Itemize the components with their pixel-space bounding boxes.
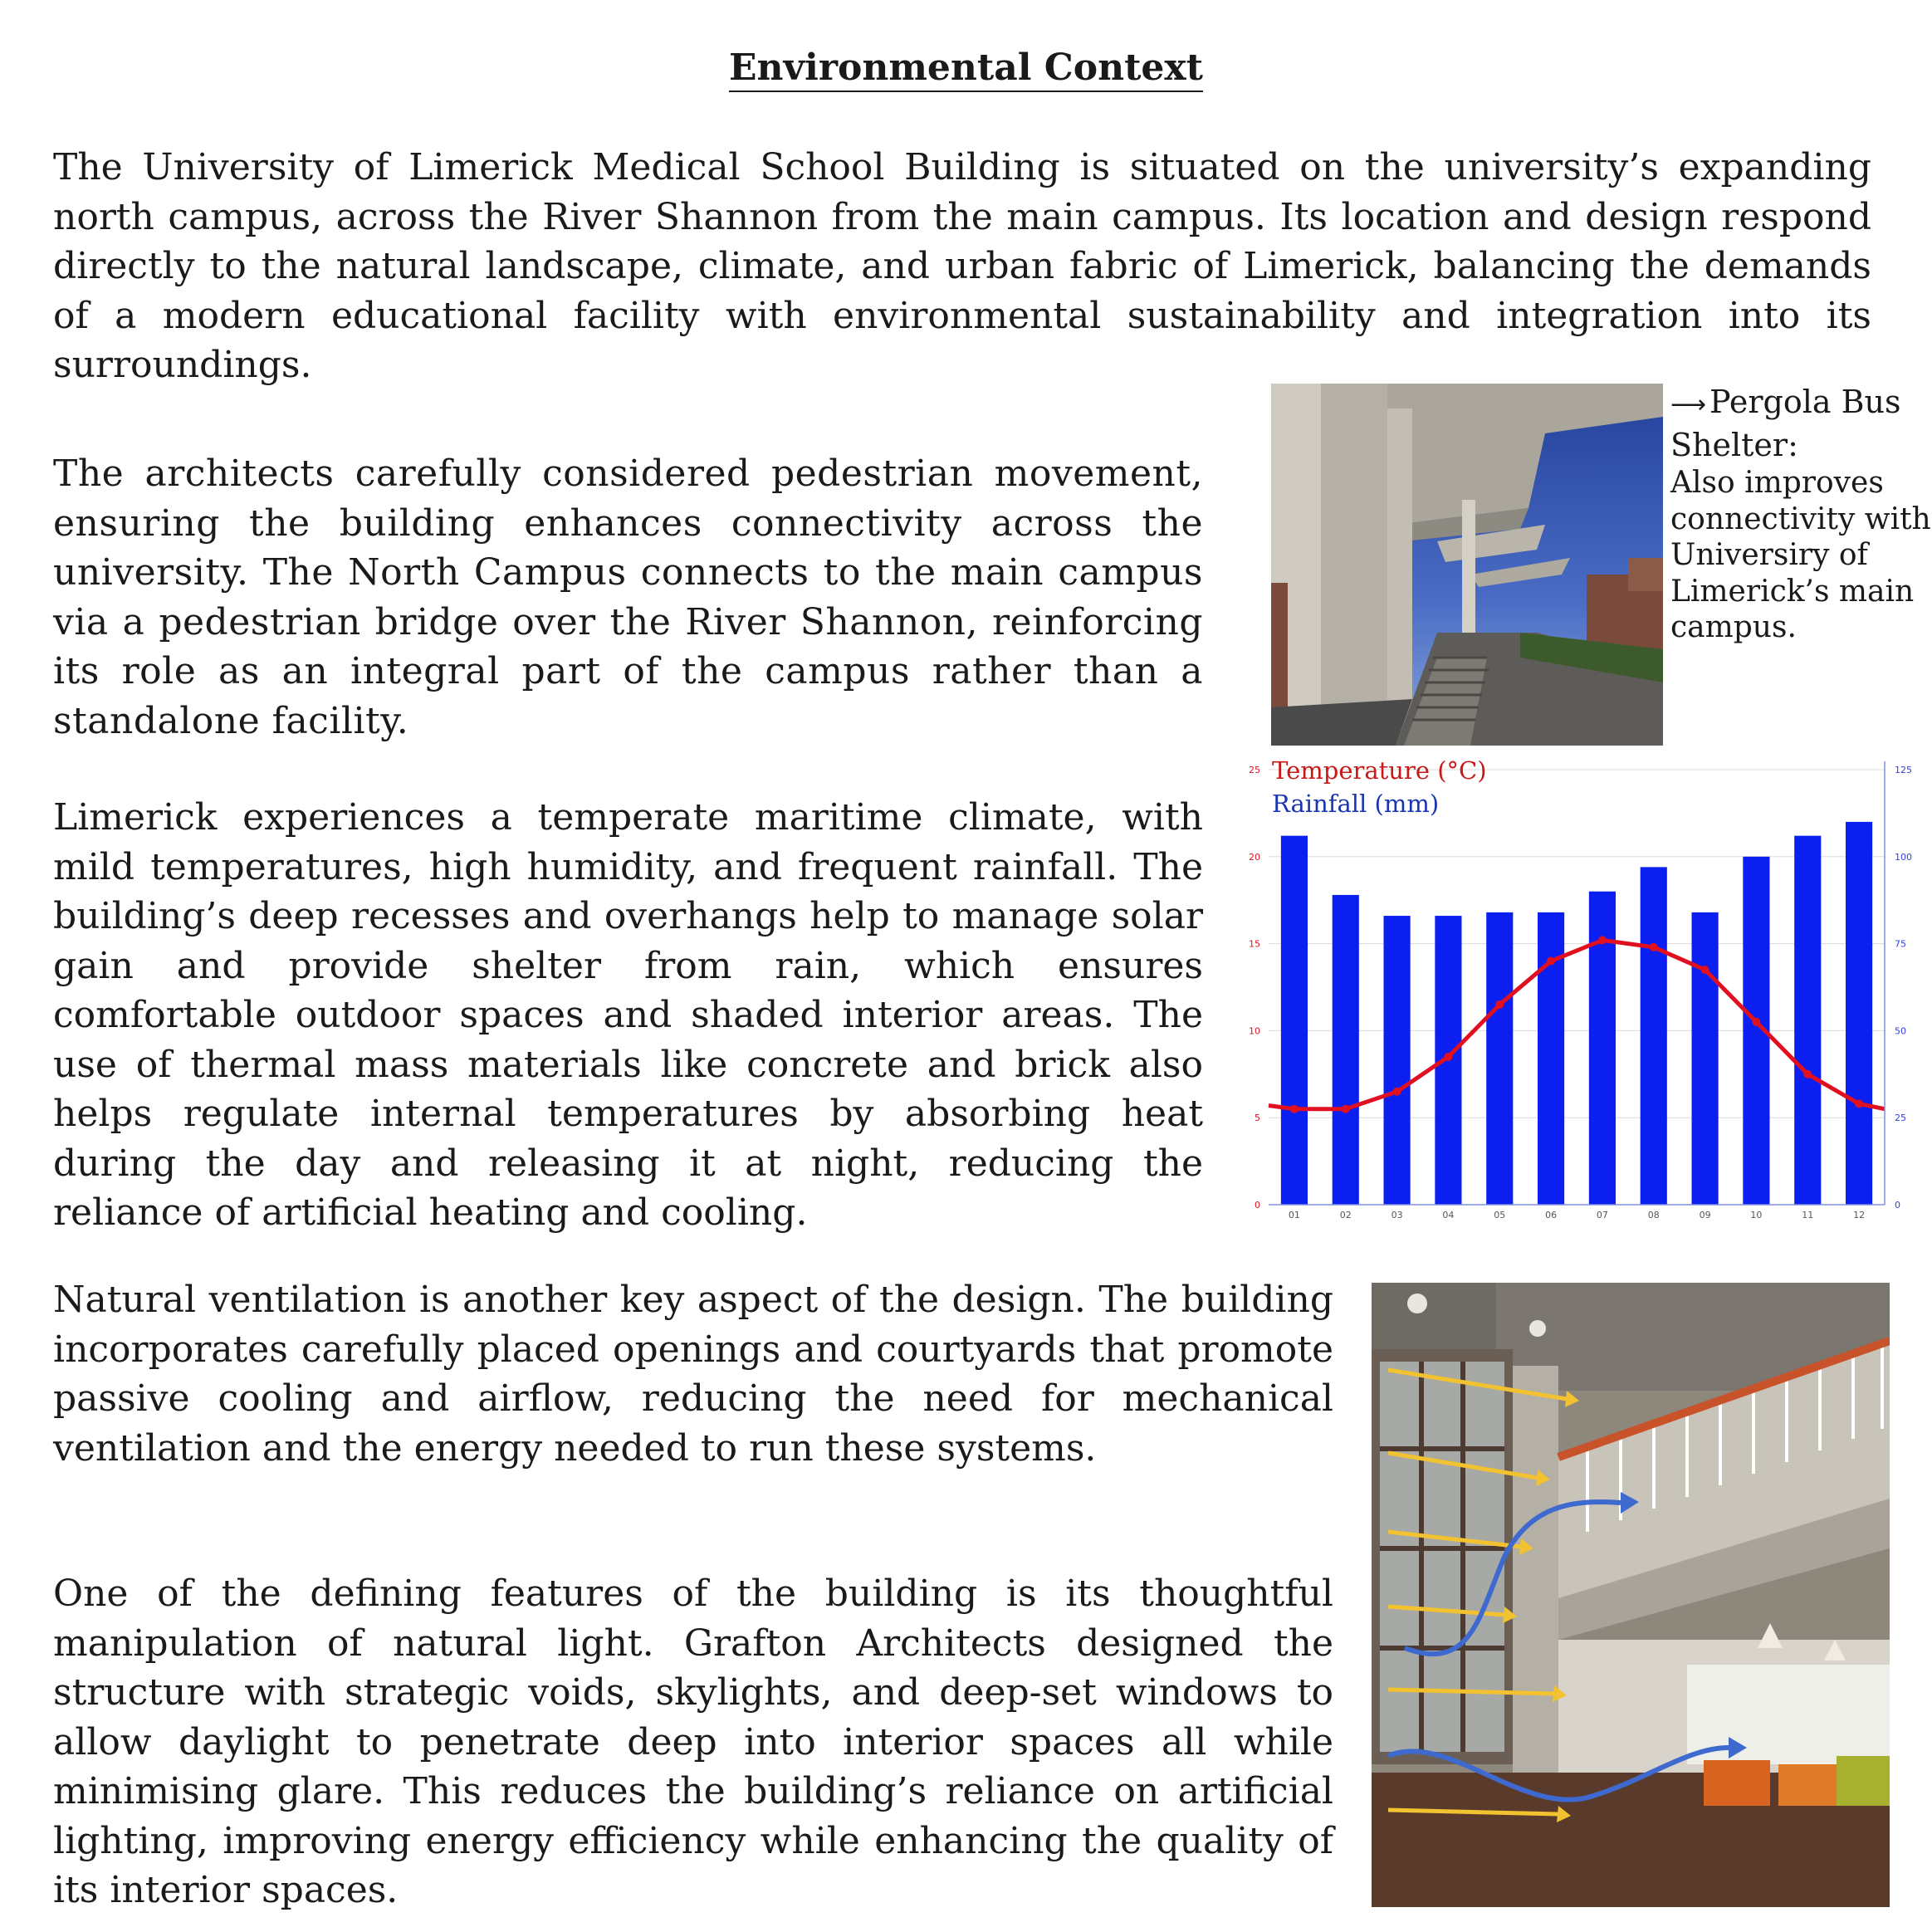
rainfall-bar xyxy=(1281,836,1308,1205)
caption-body: Also improves connectivity with Universiry of Limerick’s main campus. xyxy=(1670,466,1931,644)
legend-temperature: Temperature (°C) xyxy=(1272,756,1487,785)
x-tick-label: 09 xyxy=(1699,1210,1711,1220)
y-right-tick-label: 125 xyxy=(1895,765,1912,775)
right-arrow-icon: ⟶ xyxy=(1670,390,1707,419)
rainfall-bar xyxy=(1641,867,1667,1205)
y-left-tick-label: 10 xyxy=(1249,1025,1260,1037)
x-tick-label: 06 xyxy=(1545,1210,1558,1220)
temperature-point xyxy=(1855,1099,1863,1108)
y-left-tick-label: 25 xyxy=(1249,765,1260,775)
x-tick-label: 05 xyxy=(1494,1210,1506,1220)
y-right-tick-label: 100 xyxy=(1895,851,1912,863)
temperature-series-line xyxy=(1269,940,1885,1108)
x-tick-label: 03 xyxy=(1391,1210,1403,1220)
temperature-point xyxy=(1752,1018,1760,1026)
temperature-point xyxy=(1701,966,1709,974)
title-text: Environmental Context xyxy=(729,46,1203,92)
rainfall-bar xyxy=(1384,916,1411,1205)
temperature-point xyxy=(1495,1000,1504,1009)
legend-rainfall: Rainfall (mm) xyxy=(1272,790,1440,818)
y-left-tick-label: 5 xyxy=(1255,1113,1260,1124)
intro-paragraph: The University of Limerick Medical School Building is situated on the university’s expanding north campus, across the River Shannon from the main campus. Its location and design respond directly to the natural landscape, climate, and urban fabric of Limerick, balancing the demands of a modern educational facility with environmental sustainability and integration into its surroundings. xyxy=(53,146,1871,386)
interior-illustration xyxy=(1372,1283,1890,1907)
rainfall-bar xyxy=(1692,912,1719,1205)
temperature-point xyxy=(1547,957,1555,966)
y-right-tick-label: 25 xyxy=(1895,1113,1906,1124)
y-left-tick-label: 0 xyxy=(1255,1200,1260,1211)
rainfall-bar xyxy=(1333,895,1359,1205)
temperature-point xyxy=(1444,1053,1452,1061)
temperature-point xyxy=(1342,1105,1350,1113)
pergola-photo xyxy=(1271,384,1663,746)
rainfall-bars xyxy=(1281,822,1872,1205)
daylight-paragraph: One of the defining features of the building is its thoughtful manipulation of natural light. Grafton Architects designed the structure with strategic voids, skylights, and deep-set windows to allow daylight to penetrate deep into interior spaces all while minimising glare. This reduces the building’s reliance on artificial lighting, improving energy efficiency while enhancing the quality of its interior spaces. xyxy=(53,1573,1333,1911)
x-tick-label: 10 xyxy=(1750,1210,1763,1220)
y-right-tick-label: 75 xyxy=(1895,938,1906,950)
caption-heading xyxy=(1670,382,1932,465)
chart-grid xyxy=(1269,770,1885,1205)
y-left-tick-label: 15 xyxy=(1249,938,1260,950)
rainfall-bar xyxy=(1794,836,1821,1205)
page-title xyxy=(0,46,1932,89)
caption-heading-text: Pergola Bus Shelter: xyxy=(1670,384,1901,463)
temperature-point xyxy=(1290,1105,1299,1113)
x-tick-label: 12 xyxy=(1853,1210,1866,1220)
temperature-point xyxy=(1598,936,1607,944)
pedestrian-paragraph: The architects carefully considered pedestrian movement, ensuring the building enhances connectivity across the university. The North Campus connects to the main campus via a pedestrian bridge over the River Shannon, reinforcing its role as an integral part of the campus rather than a standalone facility. xyxy=(53,452,1203,742)
rainfall-bar xyxy=(1486,912,1513,1205)
temperature-point xyxy=(1650,943,1658,951)
x-tick-label: 02 xyxy=(1339,1210,1352,1220)
x-tick-label: 07 xyxy=(1596,1210,1608,1220)
interior-ventilation-photo xyxy=(1372,1283,1890,1907)
rainfall-bar xyxy=(1846,822,1872,1205)
y-right-tick-label: 0 xyxy=(1895,1200,1900,1211)
temperature-point xyxy=(1803,1070,1812,1078)
x-tick-label: 08 xyxy=(1647,1210,1660,1220)
climate-paragraph: Limerick experiences a temperate maritime climate, with mild temperatures, high humidity, and frequent rainfall. The building’s deep recesses and overhangs help to manage solar gain and provide shelter from rain, which ensures comfortable outdoor spaces and shaded interior areas. The use of thermal mass materials like concrete and brick also helps regulate internal temperatures by absorbing heat during the day and releasing it at night, reducing the reliance of artificial heating and cooling. xyxy=(53,796,1203,1234)
temperature-point xyxy=(1393,1088,1401,1096)
ventilation-paragraph: Natural ventilation is another key aspect of the design. The building incorporates carefully placed openings and courtyards that promote passive cooling and airflow, reducing the need for mechanical ventilation and the energy needed to run these systems. xyxy=(53,1279,1333,1470)
y-left-tick-label: 20 xyxy=(1249,851,1260,863)
x-tick-label: 04 xyxy=(1442,1210,1455,1220)
temperature-line xyxy=(1269,936,1885,1113)
pergola-illustration xyxy=(1271,384,1663,746)
x-tick-label: 01 xyxy=(1288,1210,1300,1220)
y-right-tick-label: 50 xyxy=(1895,1025,1906,1037)
x-tick-label: 11 xyxy=(1802,1210,1814,1220)
pergola-caption xyxy=(1670,382,1932,646)
climate-chart xyxy=(1220,751,1926,1229)
